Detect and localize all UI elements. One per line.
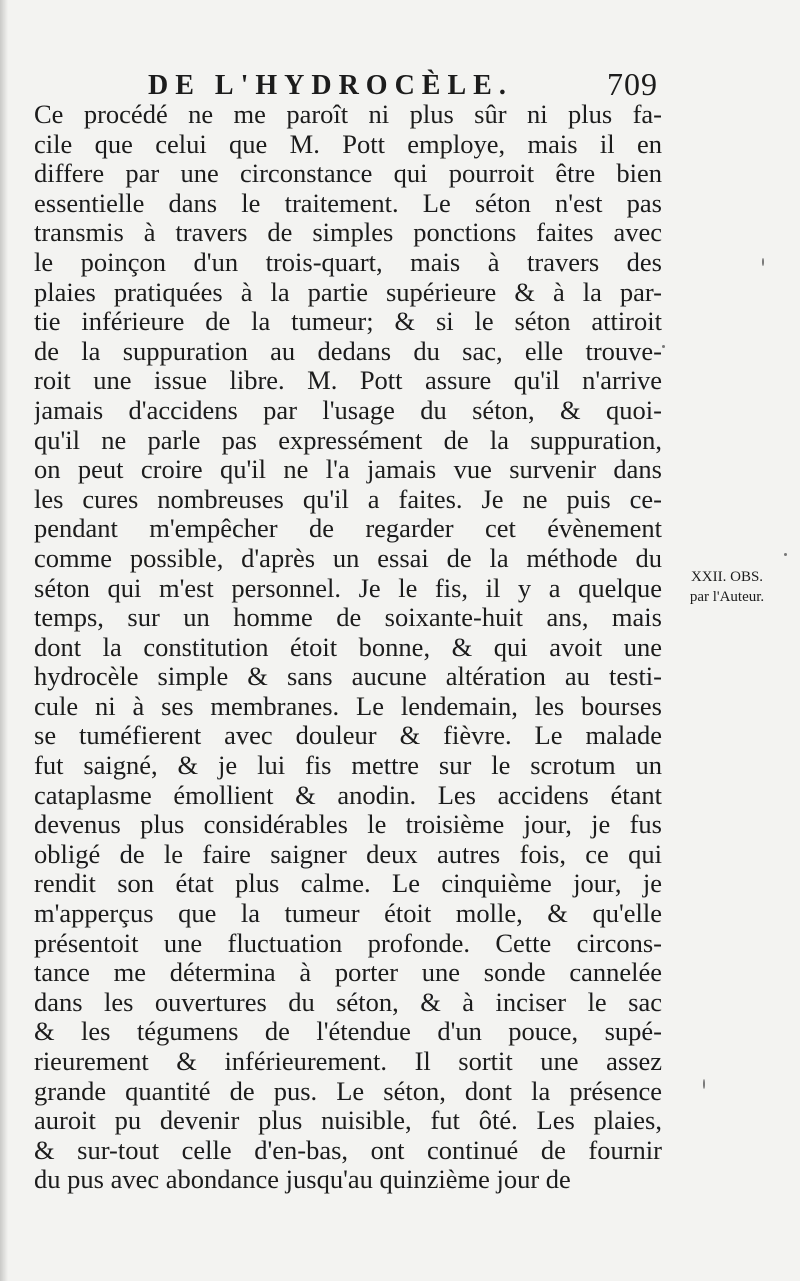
text-line: Ce procédé ne me paroît ni plus sûr ni plus fa- <box>34 100 662 129</box>
text-line: differe par une circonstance qui pourroit être bien <box>34 159 662 189</box>
text-line: jamais d'accidens par l'usage du séton, & quoi- <box>34 395 662 425</box>
ink-speck <box>762 258 764 266</box>
text-line: du pus avec abondance jusqu'au quinzième jour de <box>34 1165 571 1195</box>
text-line: rendit son état plus calme. Le cinquième jour, je <box>34 869 662 899</box>
text-line: cile que celui que M. Pott employe, mais il en <box>34 129 662 159</box>
text-line: comme possible, d'après un essai de la méthode du <box>34 543 662 573</box>
text-line: dont la constitution étoit bonne, & qui avoit une <box>34 632 662 662</box>
text-line: les cures nombreuses qu'il a faites. Je ne puis ce- <box>34 484 662 514</box>
text-line: tance me détermina à porter une sonde cannelée <box>34 958 662 988</box>
text-line: roit une issue libre. M. Pott assure qu'il n'arrive <box>34 366 662 396</box>
page-edge-shadow <box>0 0 8 1281</box>
margin-note <box>662 567 792 607</box>
page-number: 709 <box>607 66 658 102</box>
margin-note-author: par l'Auteur. <box>689 589 765 605</box>
text-line: devenus plus considérables le troisième jour, je fus <box>34 810 662 840</box>
text-line: m'apperçus que la tumeur étoit molle, & qu'elle <box>34 899 662 929</box>
text-line: tie inférieure de la tumeur; & si le séton attiroit <box>34 307 662 337</box>
text-line: on peut croire qu'il ne l'a jamais vue survenir dans <box>34 455 662 485</box>
body-text <box>34 100 662 1195</box>
text-line: séton qui m'est personnel. Je le fis, il y a quelque <box>34 573 662 603</box>
margin-note-observation: XXII. OBS. <box>690 569 764 585</box>
text-line: & sur-tout celle d'en-bas, ont continué de fournir <box>34 1135 662 1165</box>
text-line: & les tégumens de l'étendue d'un pouce, supé- <box>34 1017 662 1047</box>
ink-speck <box>784 553 787 556</box>
text-line: se tuméfierent avec douleur & fièvre. Le malade <box>34 721 662 751</box>
text-line: plaies pratiquées à la partie supérieure & à la par- <box>34 277 662 307</box>
text-line: auroit pu devenir plus nuisible, fut ôté. Les plaies, <box>34 1106 662 1136</box>
text-line: qu'il ne parle pas expressément de la suppuration, <box>34 425 662 455</box>
text-line: présentoit une fluctuation profonde. Cette circons- <box>34 928 662 958</box>
text-line: fut saigné, & je lui fis mettre sur le scrotum un <box>34 751 662 781</box>
text-line: le poinçon d'un trois-quart, mais à travers des <box>34 247 662 277</box>
text-line: dans les ouvertures du séton, & à inciser le sac <box>34 987 662 1017</box>
text-line: cataplasme émollient & anodin. Les accidens étant <box>34 780 662 810</box>
text-line: pendant m'empêcher de regarder cet évènement <box>34 514 662 544</box>
text-line: rieurement & inférieurement. Il sortit une assez <box>34 1047 662 1076</box>
text-line: essentielle dans le traitement. Le séton n'est pas <box>34 188 662 218</box>
running-title: DE L'HYDROCÈLE. <box>148 70 513 101</box>
text-line: transmis à travers de simples ponctions faites avec <box>34 218 662 248</box>
ink-speck <box>703 1079 705 1089</box>
text-line: obligé de le faire saigner deux autres fois, ce qui <box>34 839 662 869</box>
text-line: grande quantité de pus. Le séton, dont la présence <box>34 1076 662 1106</box>
text-line: de la suppuration au dedans du sac, elle trouve- <box>34 336 662 366</box>
ink-speck <box>662 345 665 348</box>
text-line: hydrocèle simple & sans aucune altération au testi- <box>34 662 662 692</box>
text-line: cule ni à ses membranes. Le lendemain, les bourses <box>34 691 662 721</box>
text-line: temps, sur un homme de soixante-huit ans, mais <box>34 603 662 633</box>
